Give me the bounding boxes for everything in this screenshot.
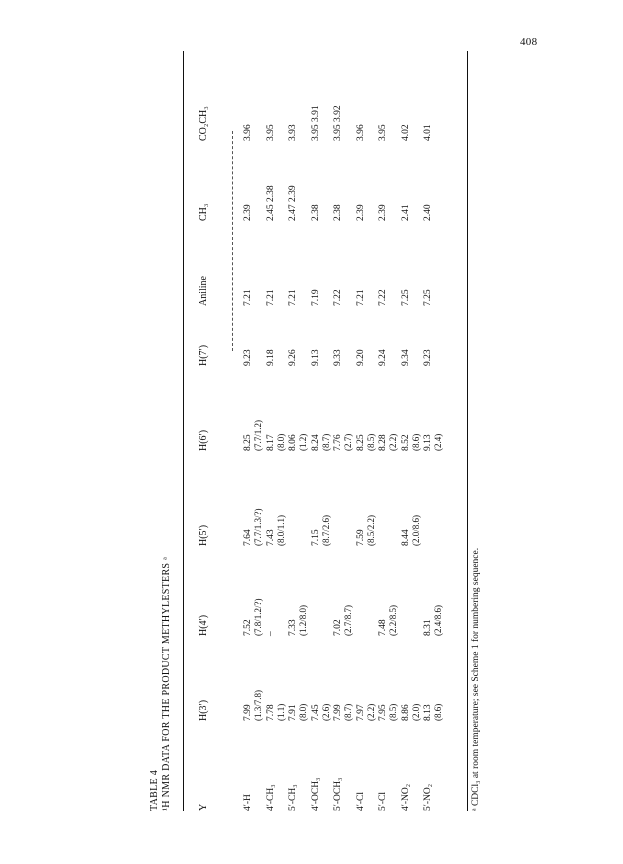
table-cell-h3: 7.99 bbox=[333, 704, 343, 721]
table-cell-co2ch3: 3.95 bbox=[265, 124, 276, 141]
table-cell-coupling: (8.6) bbox=[410, 433, 421, 451]
table-cell-coupling: (2.6) bbox=[320, 703, 331, 721]
table-cell-co2ch3: 4.01 bbox=[423, 124, 433, 141]
table-cell-coupling: (8.0/1.1) bbox=[275, 515, 286, 546]
rotated-table bbox=[149, 51, 485, 811]
table-cell-coupling: (2.2) bbox=[388, 433, 398, 451]
table-cell-y: 4′-OCH₃ bbox=[310, 777, 321, 811]
table-cell-y: 5′-OCH₃ bbox=[333, 777, 343, 811]
table-cell-h4: 7.52 bbox=[243, 619, 253, 636]
table-label: TABLE 4 bbox=[149, 769, 160, 811]
table-cell-h6: 8.25 bbox=[243, 434, 253, 451]
table-cell-ch3: 2.39 bbox=[378, 204, 388, 221]
column-header-h5: H(5′) bbox=[198, 524, 209, 546]
table-cell-h4: 8.31 bbox=[423, 619, 433, 636]
column-header-ch3: CH₃ bbox=[198, 203, 209, 221]
table-cell-coupling: (2.7/8.7) bbox=[343, 605, 353, 636]
table-cell-aniline: 7.25 bbox=[400, 289, 411, 306]
table-cell-aniline: 7.19 bbox=[310, 289, 321, 306]
table-cell-co2ch3: 3.96 bbox=[355, 124, 366, 141]
table-top-rule bbox=[183, 51, 184, 811]
table-cell-aniline: 7.21 bbox=[243, 289, 253, 306]
table-footnote: ᵃ CDCl₃ at room temperature; see Scheme 1 for numbering sequence. bbox=[471, 547, 481, 811]
table-cell-h6: 9.13 bbox=[423, 434, 433, 451]
table-cell-h7: 9.23 bbox=[243, 349, 253, 366]
table-cell-y: 5′-NO₂ bbox=[423, 783, 433, 811]
table-cell-h3: 8.13 bbox=[423, 704, 433, 721]
column-header-co2ch3: CO₂CH₃ bbox=[198, 106, 209, 141]
table-cell-ch3: 2.39 bbox=[243, 204, 253, 221]
table-cell-h4: 7.48 bbox=[378, 619, 388, 636]
table-cell-co2ch3: 4.02 bbox=[400, 124, 411, 141]
table-cell-h4: – bbox=[265, 631, 276, 636]
table-cell-coupling: (1.3/7.8) bbox=[253, 690, 263, 721]
table-cell-h3: 7.78 bbox=[265, 704, 276, 721]
column-header-y: Y bbox=[198, 803, 209, 811]
table-cell-h6: 8.06 bbox=[288, 434, 298, 451]
table-cell-coupling: (2.4) bbox=[433, 433, 443, 451]
table-cell-h3: 8.86 bbox=[400, 704, 411, 721]
table-cell-h4: 7.02 bbox=[333, 619, 343, 636]
table-cell-aniline: 7.22 bbox=[378, 289, 388, 306]
table-cell-coupling: (2.7) bbox=[343, 433, 353, 451]
table-cell-y: 4′-CH₃ bbox=[265, 784, 276, 811]
column-header-h4: H(4′) bbox=[198, 614, 209, 636]
table-cell-ch3: 2.40 bbox=[423, 204, 433, 221]
table-cell-h7: 9.13 bbox=[310, 349, 321, 366]
table-cell-h7: 9.20 bbox=[355, 349, 366, 366]
table-cell-co2ch3: 3.93 bbox=[288, 124, 298, 141]
table-cell-coupling: (2.0/8.6) bbox=[410, 515, 421, 546]
table-cell-h3: 7.95 bbox=[378, 704, 388, 721]
table-cell-coupling: (8.0) bbox=[275, 433, 286, 451]
table-cell-h3: 7.91 bbox=[288, 704, 298, 721]
table-cell-aniline: 7.21 bbox=[265, 289, 276, 306]
table-cell-coupling: (8.5/2.2) bbox=[365, 515, 376, 546]
table-cell-h7: 9.34 bbox=[400, 349, 411, 366]
table-cell-coupling: (2.4/8.6) bbox=[433, 605, 443, 636]
table-cell-coupling: (8.7) bbox=[320, 433, 331, 451]
table-cell-h7: 9.33 bbox=[333, 349, 343, 366]
table-cell-coupling: (2.2) bbox=[365, 703, 376, 721]
table-cell-h6: 8.28 bbox=[378, 434, 388, 451]
table-cell-h6: 8.52 bbox=[400, 434, 411, 451]
table-cell-ch3: 2.41 bbox=[400, 204, 411, 221]
table-cell-coupling: (8.5) bbox=[365, 433, 376, 451]
table-cell-h5: 7.15 bbox=[310, 529, 321, 546]
column-header-h3: H(3′) bbox=[198, 699, 209, 721]
table-cell-coupling: (8.5) bbox=[388, 703, 398, 721]
table-cell-coupling: (8.6) bbox=[433, 703, 443, 721]
table-cell-coupling: (1.2) bbox=[298, 433, 308, 451]
table-cell-coupling: (8.0) bbox=[298, 703, 308, 721]
table-cell-coupling: (7.8/1.2/?) bbox=[253, 598, 263, 636]
table-cell-coupling: (1.2/8.0) bbox=[298, 605, 308, 636]
page-number: 408 bbox=[520, 36, 538, 48]
table-cell-h3: 7.45 bbox=[310, 704, 321, 721]
table-cell-ch3: 2.39 bbox=[355, 204, 366, 221]
table-cell-h6: 8.17 bbox=[265, 434, 276, 451]
table-cell-y: 5′-Cl bbox=[378, 792, 388, 811]
table-cell-coupling: (2.0) bbox=[410, 703, 421, 721]
table-cell-h3: 7.97 bbox=[355, 704, 366, 721]
table-cell-h7: 9.23 bbox=[423, 349, 433, 366]
table-cell-h3: 7.99 bbox=[243, 704, 253, 721]
table-cell-h6: 8.24 bbox=[310, 434, 321, 451]
table-cell-coupling: (7.7/1.3/?) bbox=[253, 508, 263, 546]
column-header-h6: H(6′) bbox=[198, 429, 209, 451]
table-header-underline bbox=[232, 131, 233, 351]
column-header-h7: H(7′) bbox=[198, 344, 209, 366]
table-cell-aniline: 7.21 bbox=[288, 289, 298, 306]
table-cell-co2ch3: 3.95 3.92 bbox=[333, 105, 343, 141]
table-cell-ch3: 2.38 bbox=[333, 204, 343, 221]
table-cell-h7: 9.24 bbox=[378, 349, 388, 366]
table-cell-h7: 9.26 bbox=[288, 349, 298, 366]
table-cell-aniline: 7.21 bbox=[355, 289, 366, 306]
table-caption: ¹H NMR DATA FOR THE PRODUCT METHYLESTERS ᵃ bbox=[161, 556, 172, 811]
table-cell-ch3: 2.47 2.39 bbox=[288, 185, 298, 221]
table-cell-h5: 7.64 bbox=[243, 529, 253, 546]
table-cell-aniline: 7.22 bbox=[333, 289, 343, 306]
table-cell-h6: 8.25 bbox=[355, 434, 366, 451]
table-cell-h7: 9.18 bbox=[265, 349, 276, 366]
table-cell-ch3: 2.45 2.38 bbox=[265, 185, 276, 221]
table-cell-y: 4′-Cl bbox=[355, 792, 366, 811]
table-cell-h5: 7.43 bbox=[265, 529, 276, 546]
table-cell-coupling: (7.7/1.2) bbox=[253, 420, 263, 451]
table-cell-co2ch3: 3.95 3.91 bbox=[310, 105, 321, 141]
table-cell-h4: 7.33 bbox=[288, 619, 298, 636]
column-header-aniline: Aniline bbox=[198, 276, 209, 306]
table-cell-y: 4′-H bbox=[243, 794, 253, 811]
table-cell-coupling: (8.7) bbox=[343, 703, 353, 721]
table-cell-co2ch3: 3.96 bbox=[243, 124, 253, 141]
table-bottom-rule bbox=[467, 51, 468, 811]
table-cell-h5: 7.59 bbox=[355, 529, 366, 546]
table-cell-h5: 8.44 bbox=[400, 529, 411, 546]
table-cell-y: 5′-CH₃ bbox=[288, 784, 298, 811]
table-cell-h6: 7.76 bbox=[333, 434, 343, 451]
table-cell-co2ch3: 3.95 bbox=[378, 124, 388, 141]
table-cell-aniline: 7.25 bbox=[423, 289, 433, 306]
table-cell-coupling: (2.2/8.5) bbox=[388, 605, 398, 636]
table-cell-coupling: (1.1) bbox=[275, 703, 286, 721]
table-cell-ch3: 2.38 bbox=[310, 204, 321, 221]
table-cell-y: 4′-NO₂ bbox=[400, 783, 411, 811]
table-cell-coupling: (8.7/2.6) bbox=[320, 515, 331, 546]
